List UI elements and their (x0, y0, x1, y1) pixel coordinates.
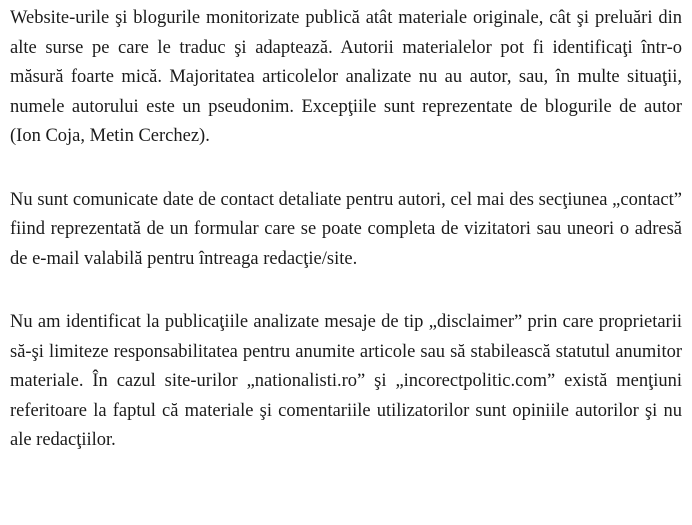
paragraph-contact-details: Nu sunt comunicate date de contact detaliate pentru autori, cel mai des secţiunea „contact” fiind reprezentată de un formular care se poate completa de vizitatori sau uneori o adresă de e-mail valabilă pentru întreaga redacţie/site. (10, 189, 682, 269)
paragraph-authors-identification: Website-urile şi blogurile monitorizate publică atât materiale originale, cât şi preluări din alte surse pe care le traduc şi adaptează. Autorii materialelor pot fi identificaţi într-o măsură foarte mică. Majoritatea articolelor analizate nu au autor, sau, în multe situaţii, numele autorului este un pseudonim. Excepţiile sunt reprezentate de blogurile de autor (Ion Coja, Metin Cerchez). (10, 8, 682, 146)
paragraph-disclaimer-mentions: Nu am identificat la publicaţiile analizate mesaje de tip „disclaimer” prin care proprietarii să-şi limiteze responsabilitatea pentru anumite articole sau să stabilească statutul anumitor materiale. În cazul site-urilor „nationalisti.ro” şi „incorectpolitic.com” există menţiuni referitoare la faptul că materiale şi comentariile utilizatorilor sunt opiniile autorilor şi nu ale redacţiilor. (10, 312, 682, 450)
